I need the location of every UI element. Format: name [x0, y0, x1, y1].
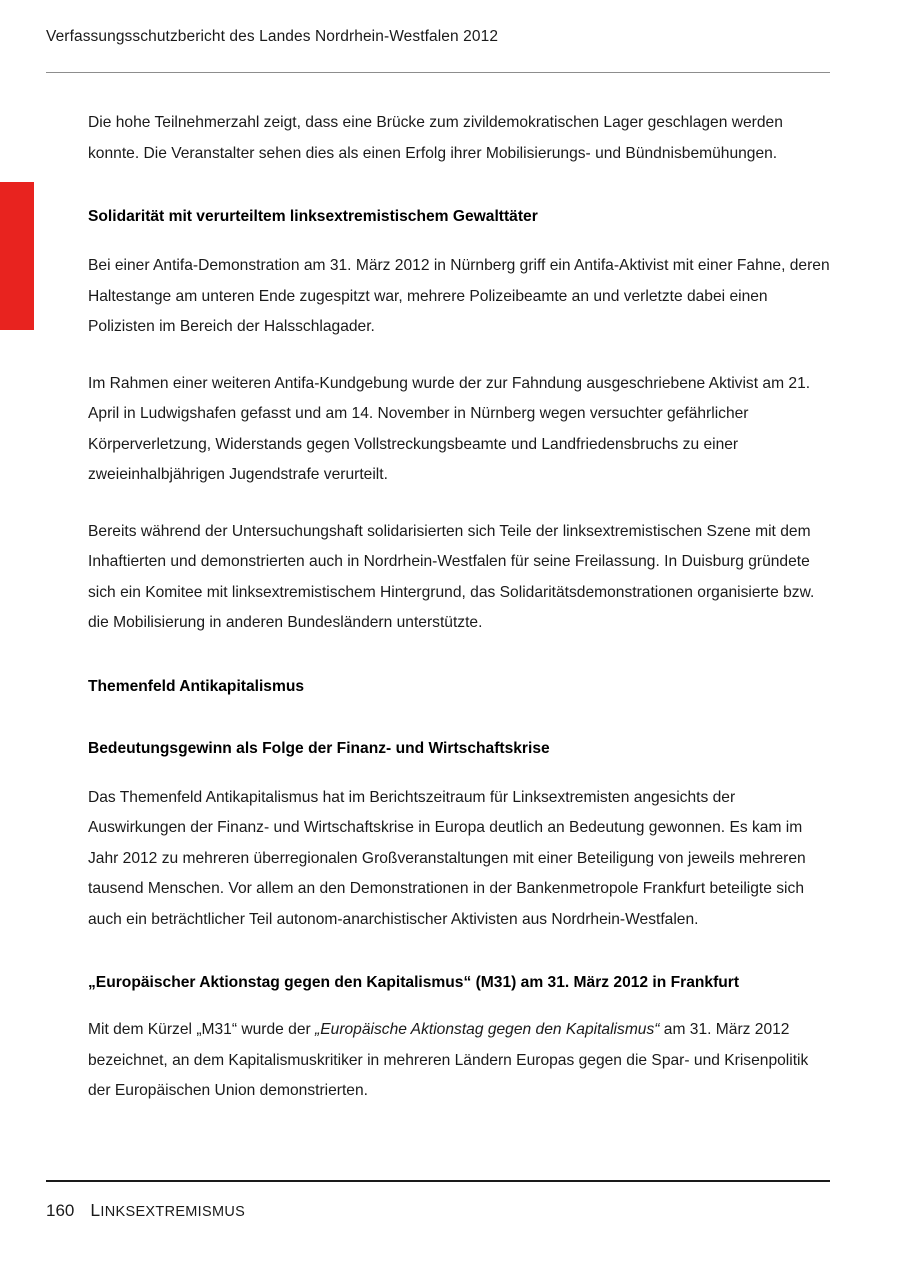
paragraph-m31-lead: Mit dem Kürzel „M31“ wurde der [88, 1021, 316, 1038]
paragraph-solidaritaet-3: Bereits während der Untersuchungshaft solidarisierten sich Teile der linksextremistischen Szene mit dem Inhaftierten und demonstrierten auch in Nordrhein-Westfalen für seine Freilassung. In Duisburg gründete sich ein Komitee mit linksextremistischem Hintergrund, das Solidaritätsdemonstrationen organisierte bzw. die Mobilisierung in anderen Bundesländern unterstützte. [88, 522, 815, 631]
paragraph-m31 [88, 1015, 832, 1107]
heading-bedeutungsgewinn: Bedeutungsgewinn als Folge der Finanz- und Wirtschaftskrise [88, 739, 550, 757]
page-footer [46, 1200, 830, 1221]
footer-section-initial: L [90, 1200, 101, 1220]
paragraph-m31-tail: am 31. März 2012 bezeichnet, an dem Kapitalismuskritiker in mehreren Ländern Europas gegen die Spar- und Krisenpolitik der Europäischen Union demonstrierten. [88, 1021, 809, 1099]
paragraph-bedeutungsgewinn: Das Themenfeld Antikapitalismus hat im Berichtszeitraum für Linksextremisten angesichts der Auswirkungen der Finanz- und Wirtschaftskrise in Europa deutlich an Bedeutung gewonnen. Es kam im Jahr 2012 zu mehreren überregionalen Großveranstaltungen mit einer Beteiligung von jeweils mehreren tausend Menschen. Vor allem an den Demonstrationen in der Bankenmetropole Frankfurt beteiligte sich auch ein beträchtlicher Teil autonom-anarchistischer Aktivisten aus Nordrhein-Westfalen. [88, 788, 806, 928]
heading-m31: „Europäischer Aktionstag gegen den Kapitalismus“ (M31) am 31. März 2012 in Frankfurt [88, 974, 740, 991]
page-number: 160 [46, 1201, 75, 1220]
chapter-edge-marker [0, 182, 34, 330]
running-header [46, 28, 830, 46]
paragraph-intro: Die hohe Teilnehmerzahl zeigt, dass eine Brücke zum zivildemokratischen Lager geschlagen werden konnte. Die Veranstalter sehen dies als einen Erfolg ihrer Mobilisierungs- und Bündnisbemühungen. [88, 114, 783, 162]
heading-themenfeld-antikapitalismus: Themenfeld Antikapitalismus [88, 677, 305, 695]
running-header-title: Verfassungsschutzbericht des Landes Nordrhein-Westfalen 2012 [46, 28, 499, 45]
page-content [88, 108, 832, 1107]
header-divider [46, 72, 830, 73]
paragraph-m31-title-italic: „Europäische Aktionstag gegen den Kapitalismus“ [315, 1021, 660, 1038]
paragraph-solidaritaet-2: Im Rahmen einer weiteren Antifa-Kundgebung wurde der zur Fahndung ausgeschriebene Aktivist am 21. April in Ludwigshafen gefasst und am 14. November in Nürnberg wegen versuchter gefährlicher Körperverletzung, Widerstands gegen Vollstreckungsbeamte und Landfriedensbruchs zu einer zweieinhalbjährigen Jugendstrafe verurteilt. [88, 374, 811, 483]
footer-section-name [90, 1200, 245, 1221]
footer-divider [46, 1180, 830, 1182]
footer-section-rest: INKSEXTREMISMUS [100, 1204, 246, 1220]
paragraph-solidaritaet-1: Bei einer Antifa-Demonstration am 31. März 2012 in Nürnberg griff ein Antifa-Aktivist mit einer Fahne, deren Haltestange am unteren Ende zugespitzt war, mehrere Polizeibeamte an und verletzte dabei einen Polizisten im Bereich der Halsschlagader. [88, 257, 830, 335]
heading-solidaritaet: Solidarität mit verurteiltem linksextremistischem Gewalttäter [88, 208, 538, 225]
